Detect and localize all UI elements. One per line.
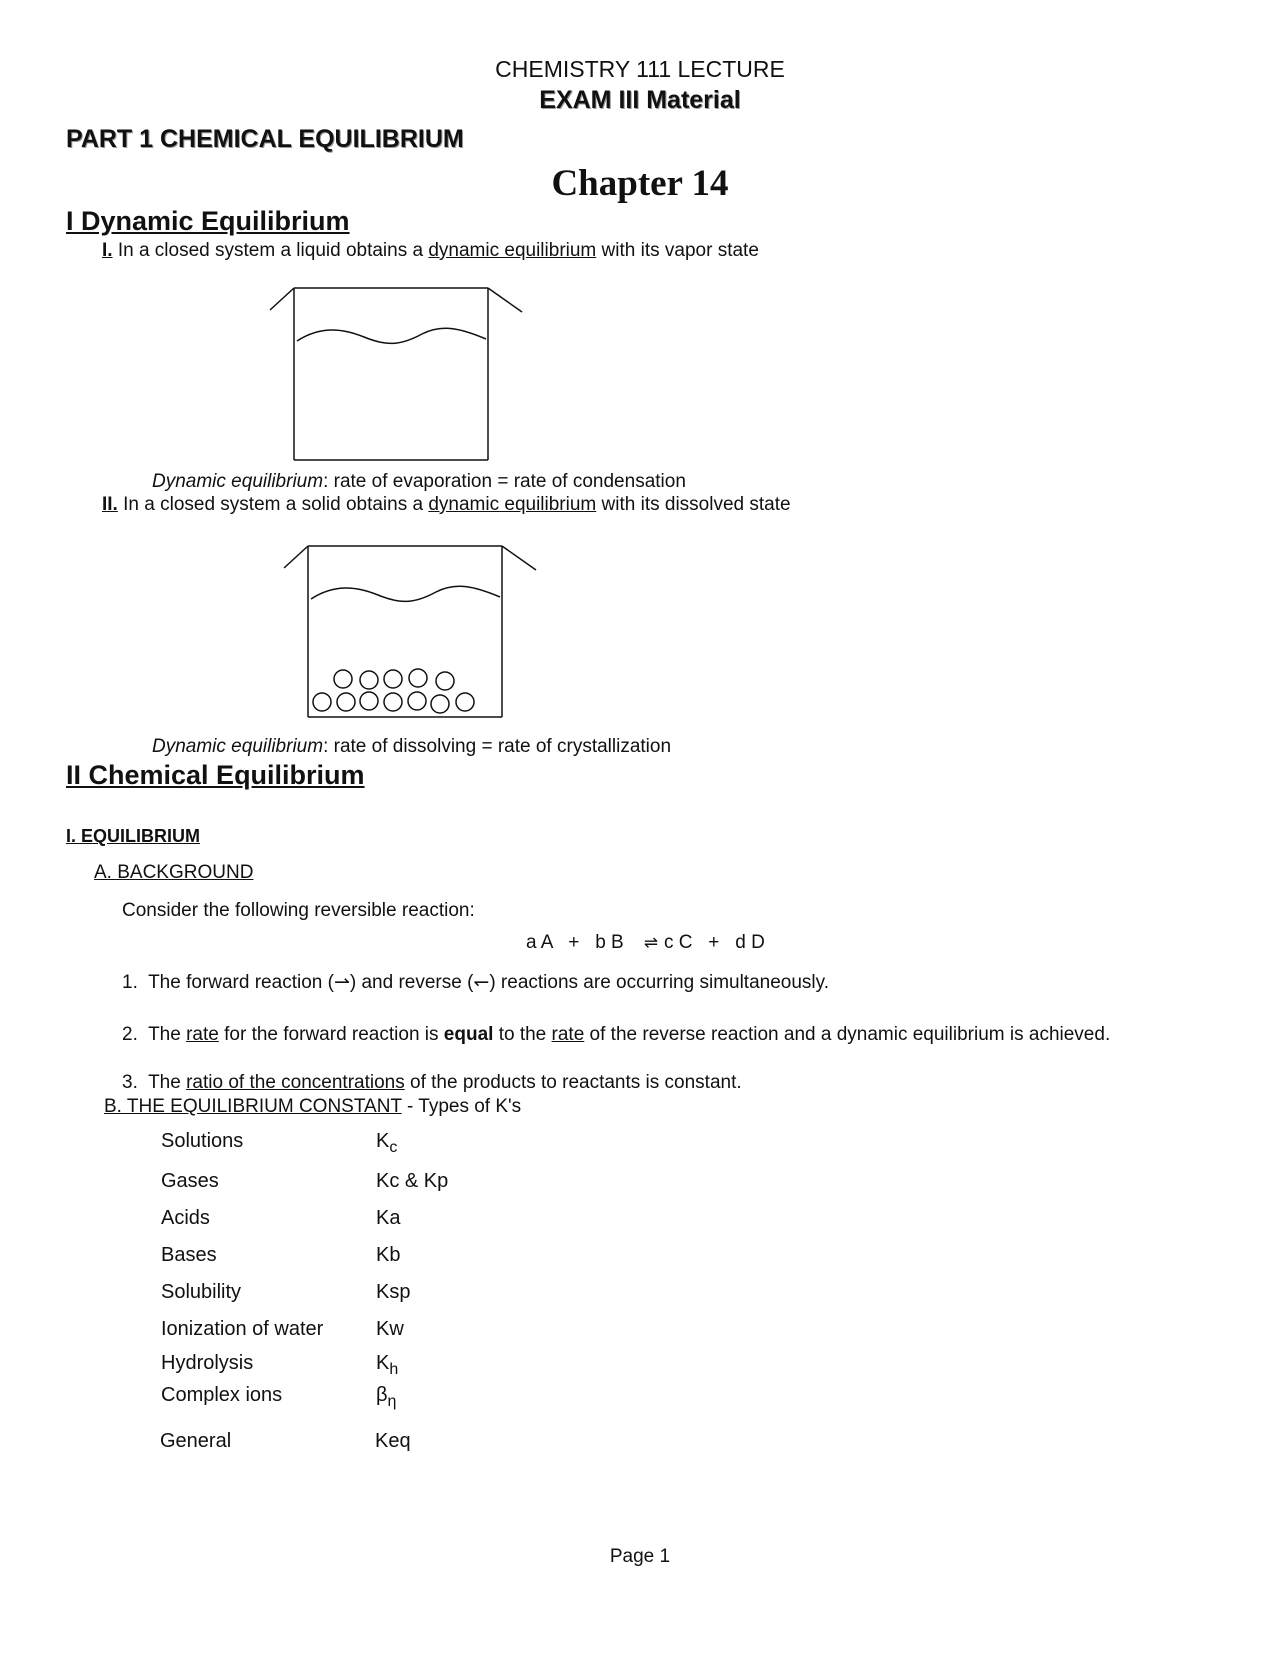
solid-particle	[360, 671, 378, 689]
caption-evaporation: Dynamic equilibrium: rate of evaporation = rate of condensation	[152, 471, 686, 492]
background-title: A. BACKGROUND	[94, 862, 254, 883]
reaction-intro: Consider the following reversible reaction:	[122, 900, 475, 921]
solid-particle	[384, 670, 402, 688]
beaker-lip-left	[270, 288, 294, 310]
solid-particle	[337, 693, 355, 711]
point-3: 3. The ratio of the concentrations of the products to reactants is constant.	[122, 1072, 742, 1093]
reaction-equation	[526, 932, 765, 954]
beaker-lip-left	[284, 546, 308, 568]
solid-particle	[334, 670, 352, 688]
solid-particle	[360, 692, 378, 710]
beaker-solid-diagram	[284, 542, 544, 722]
beaker-lip-right	[488, 288, 522, 312]
point-1: 1. The forward reaction (⇀) and reverse (↽) reactions are occurring simultaneously.	[122, 972, 830, 993]
forward-arrow: ⇀	[333, 972, 350, 993]
liquid-surface	[297, 328, 486, 343]
reverse-arrow: ↽	[473, 972, 490, 993]
course-title: CHEMISTRY 111 LECTURE	[495, 56, 785, 82]
chapter-title: Chapter 14	[551, 163, 729, 204]
item-marker: II.	[102, 494, 118, 515]
item-liquid-vapor: I. In a closed system a liquid obtains a dynamic equilibrium with its vapor state	[102, 240, 759, 261]
item-solid-dissolved: II. In a closed system a solid obtains a dynamic equilibrium with its dissolved state	[102, 494, 791, 515]
liquid-surface	[311, 586, 500, 601]
solid-particle	[409, 669, 427, 687]
page-number: Page 1	[609, 1546, 671, 1567]
section-heading-chemical: II Chemical Equilibrium	[66, 760, 365, 790]
subheading-equilibrium: I. EQUILIBRIUM	[66, 826, 200, 846]
constant-title: B. THE EQUILIBRIUM CONSTANT - Types of K's	[104, 1096, 522, 1117]
solid-particle	[384, 693, 402, 711]
part-title: PART 1 CHEMICAL EQUILIBRIUM	[66, 125, 464, 153]
solid-particle	[456, 693, 474, 711]
caption-dissolving: Dynamic equilibrium: rate of dissolving = rate of crystallization	[152, 736, 672, 757]
item-marker: I.	[102, 240, 113, 261]
solid-particle	[408, 692, 426, 710]
beaker-liquid-diagram	[270, 284, 530, 464]
section-heading-dynamic: I Dynamic Equilibrium	[66, 206, 350, 236]
exam-title: EXAM III Material	[539, 86, 741, 114]
equation-products: c C + d D	[663, 932, 765, 953]
term-dynamic-equilibrium: dynamic equilibrium	[428, 240, 597, 261]
beaker-lip-right	[502, 546, 536, 570]
equilibrium-arrow: ⇌	[643, 933, 658, 952]
solid-particle	[313, 693, 331, 711]
equation-reactants: a A + b B	[526, 932, 624, 953]
term-dynamic-equilibrium: dynamic equilibrium	[428, 494, 597, 515]
solid-particle	[436, 672, 454, 690]
point-2: 2. The rate for the forward reaction is equal to the rate of the reverse reaction and a dynamic equilibrium is achieved.	[122, 1024, 1111, 1045]
solid-particle	[431, 695, 449, 713]
